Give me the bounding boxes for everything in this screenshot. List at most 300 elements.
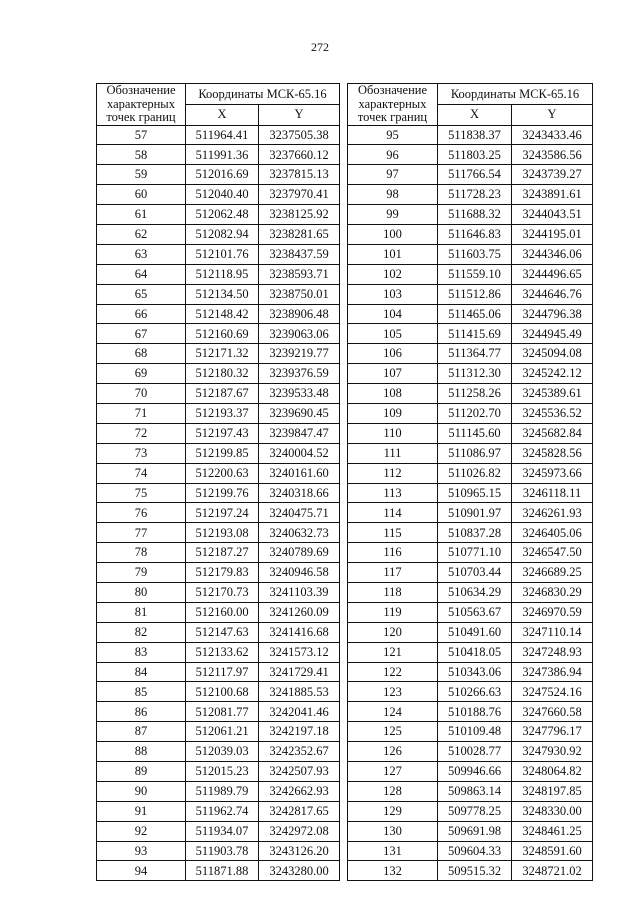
point-number-cell: 72 [97, 423, 186, 443]
point-number-cell: 99 [348, 205, 438, 225]
x-coordinate-cell: 512170.73 [186, 582, 259, 602]
x-coordinate-cell: 510343.06 [438, 662, 512, 682]
y-coordinate-cell: 3246547.50 [512, 543, 593, 563]
x-coordinate-cell: 512082.94 [186, 224, 259, 244]
y-coordinate-cell: 3240789.69 [259, 543, 340, 563]
table-row [348, 145, 593, 165]
x-coordinate-cell: 510901.97 [438, 503, 512, 523]
point-number-cell: 122 [348, 662, 438, 682]
x-coordinate-cell: 510634.29 [438, 582, 512, 602]
x-coordinate-cell: 512062.48 [186, 205, 259, 225]
x-coordinate-cell: 509604.33 [438, 841, 512, 861]
table-row [348, 642, 593, 662]
point-number-cell: 130 [348, 821, 438, 841]
x-coordinate-cell: 512081.77 [186, 702, 259, 722]
y-coordinate-cell: 3242041.46 [259, 702, 340, 722]
y-coordinate-cell: 3243126.20 [259, 841, 340, 861]
table-row [348, 125, 593, 145]
point-number-cell: 83 [97, 642, 186, 662]
point-number-cell: 80 [97, 582, 186, 602]
table-row [97, 244, 340, 264]
x-coordinate-cell: 509946.66 [438, 762, 512, 782]
point-number-cell: 102 [348, 264, 438, 284]
table-row [97, 125, 340, 145]
y-coordinate-cell: 3245094.08 [512, 344, 593, 364]
header-point-line3: точек границ [106, 110, 176, 124]
x-coordinate-cell: 511991.36 [186, 145, 259, 165]
x-coordinate-cell: 509515.32 [438, 861, 512, 881]
point-number-cell: 67 [97, 324, 186, 344]
y-coordinate-cell: 3243280.00 [259, 861, 340, 881]
point-number-cell: 78 [97, 543, 186, 563]
table-row [97, 403, 340, 423]
y-coordinate-cell: 3248064.82 [512, 762, 593, 782]
y-coordinate-cell: 3246689.25 [512, 563, 593, 583]
x-coordinate-cell: 511145.60 [438, 423, 512, 443]
header-point-line2: характерных [358, 96, 427, 111]
table-row [97, 622, 340, 642]
point-number-cell: 104 [348, 304, 438, 324]
point-number-cell: 82 [97, 622, 186, 642]
point-number-cell: 97 [348, 165, 438, 185]
point-number-cell: 107 [348, 364, 438, 384]
point-number-cell: 70 [97, 384, 186, 404]
x-coordinate-cell: 510266.63 [438, 682, 512, 702]
point-number-cell: 93 [97, 841, 186, 861]
y-coordinate-cell: 3241416.68 [259, 622, 340, 642]
table-row [97, 344, 340, 364]
table-row [97, 205, 340, 225]
table-row [348, 821, 593, 841]
y-coordinate-cell: 3246118.11 [512, 483, 593, 503]
point-number-cell: 63 [97, 244, 186, 264]
y-coordinate-cell: 3247930.92 [512, 742, 593, 762]
point-number-cell: 116 [348, 543, 438, 563]
point-number-cell: 127 [348, 762, 438, 782]
point-number-cell: 115 [348, 523, 438, 543]
x-coordinate-cell: 512200.63 [186, 463, 259, 483]
x-coordinate-cell: 510028.77 [438, 742, 512, 762]
point-number-cell: 77 [97, 523, 186, 543]
table-row [348, 503, 593, 523]
point-number-cell: 85 [97, 682, 186, 702]
table-row [97, 841, 340, 861]
y-coordinate-cell: 3241260.09 [259, 602, 340, 622]
x-coordinate-cell: 510771.10 [438, 543, 512, 563]
x-coordinate-cell: 512134.50 [186, 284, 259, 304]
x-coordinate-cell: 511258.26 [438, 384, 512, 404]
table-row [97, 443, 340, 463]
y-coordinate-cell: 3245389.61 [512, 384, 593, 404]
table-row [348, 264, 593, 284]
header-y: Y [259, 104, 340, 125]
table-row [348, 543, 593, 563]
table-body-right [348, 125, 593, 881]
point-number-cell: 64 [97, 264, 186, 284]
table-row [97, 801, 340, 821]
point-number-cell: 75 [97, 483, 186, 503]
y-coordinate-cell: 3248330.00 [512, 801, 593, 821]
point-number-cell: 119 [348, 602, 438, 622]
point-number-cell: 90 [97, 781, 186, 801]
table-row [348, 165, 593, 185]
point-number-cell: 66 [97, 304, 186, 324]
x-coordinate-cell: 511728.23 [438, 185, 512, 205]
point-number-cell: 62 [97, 224, 186, 244]
point-number-cell: 88 [97, 742, 186, 762]
point-number-cell: 60 [97, 185, 186, 205]
y-coordinate-cell: 3238125.92 [259, 205, 340, 225]
table-row [97, 662, 340, 682]
table-row [97, 264, 340, 284]
table-row [97, 165, 340, 185]
x-coordinate-cell: 512199.76 [186, 483, 259, 503]
y-coordinate-cell: 3238593.71 [259, 264, 340, 284]
header-point-line1: Обозначение [357, 83, 428, 97]
header-coordinate-system: Координаты МСК-65.16 [438, 84, 593, 105]
table-row [97, 523, 340, 543]
table-row [348, 205, 593, 225]
header-point-line1: Обозначение [106, 83, 176, 97]
x-coordinate-cell: 512061.21 [186, 722, 259, 742]
x-coordinate-cell: 511312.30 [438, 364, 512, 384]
point-number-cell: 98 [348, 185, 438, 205]
y-coordinate-cell: 3241729.41 [259, 662, 340, 682]
x-coordinate-cell: 512148.42 [186, 304, 259, 324]
x-coordinate-cell: 511838.37 [438, 125, 512, 145]
x-coordinate-cell: 511934.07 [186, 821, 259, 841]
point-number-cell: 129 [348, 801, 438, 821]
y-coordinate-cell: 3244796.38 [512, 304, 593, 324]
x-coordinate-cell: 512160.00 [186, 602, 259, 622]
point-number-cell: 94 [97, 861, 186, 881]
table-row [97, 543, 340, 563]
point-number-cell: 124 [348, 702, 438, 722]
coordinates-table-left [96, 83, 340, 881]
x-coordinate-cell: 509691.98 [438, 821, 512, 841]
x-coordinate-cell: 511646.83 [438, 224, 512, 244]
table-row [97, 582, 340, 602]
y-coordinate-cell: 3245242.12 [512, 364, 593, 384]
y-coordinate-cell: 3247796.17 [512, 722, 593, 742]
table-row [348, 443, 593, 463]
point-number-cell: 121 [348, 642, 438, 662]
y-coordinate-cell: 3244043.51 [512, 205, 593, 225]
y-coordinate-cell: 3247524.16 [512, 682, 593, 702]
x-coordinate-cell: 511766.54 [438, 165, 512, 185]
table-row [97, 384, 340, 404]
y-coordinate-cell: 3239376.59 [259, 364, 340, 384]
point-number-cell: 111 [348, 443, 438, 463]
table-row [348, 662, 593, 682]
y-coordinate-cell: 3241103.39 [259, 582, 340, 602]
x-coordinate-cell: 510965.15 [438, 483, 512, 503]
y-coordinate-cell: 3245973.66 [512, 463, 593, 483]
table-row [348, 861, 593, 881]
table-row [348, 622, 593, 642]
x-coordinate-cell: 510109.48 [438, 722, 512, 742]
point-number-cell: 71 [97, 403, 186, 423]
y-coordinate-cell: 3248591.60 [512, 841, 593, 861]
x-coordinate-cell: 511559.10 [438, 264, 512, 284]
table-row [97, 463, 340, 483]
y-coordinate-cell: 3242352.67 [259, 742, 340, 762]
point-number-cell: 125 [348, 722, 438, 742]
point-number-cell: 100 [348, 224, 438, 244]
x-coordinate-cell: 512016.69 [186, 165, 259, 185]
x-coordinate-cell: 512197.24 [186, 503, 259, 523]
table-row [348, 403, 593, 423]
table-row [97, 682, 340, 702]
x-coordinate-cell: 511364.77 [438, 344, 512, 364]
point-number-cell: 87 [97, 722, 186, 742]
point-number-cell: 68 [97, 344, 186, 364]
point-number-cell: 69 [97, 364, 186, 384]
x-coordinate-cell: 512133.62 [186, 642, 259, 662]
x-coordinate-cell: 511512.86 [438, 284, 512, 304]
table-row [97, 324, 340, 344]
x-coordinate-cell: 512101.76 [186, 244, 259, 264]
x-coordinate-cell: 511202.70 [438, 403, 512, 423]
table-row [348, 463, 593, 483]
table-row [348, 682, 593, 702]
x-coordinate-cell: 512040.40 [186, 185, 259, 205]
header-point-line2: характерных [107, 96, 175, 111]
x-coordinate-cell: 512187.67 [186, 384, 259, 404]
header-x: X [186, 104, 259, 125]
point-number-cell: 61 [97, 205, 186, 225]
x-coordinate-cell: 510563.67 [438, 602, 512, 622]
table-row [97, 224, 340, 244]
table-row [348, 762, 593, 782]
point-number-cell: 108 [348, 384, 438, 404]
x-coordinate-cell: 512180.32 [186, 364, 259, 384]
table-row [348, 781, 593, 801]
y-coordinate-cell: 3246405.06 [512, 523, 593, 543]
y-coordinate-cell: 3237505.38 [259, 125, 340, 145]
table-row [348, 841, 593, 861]
table-row [348, 344, 593, 364]
table-row [97, 145, 340, 165]
point-number-cell: 112 [348, 463, 438, 483]
x-coordinate-cell: 512179.83 [186, 563, 259, 583]
page-number: 272 [311, 40, 329, 54]
y-coordinate-cell: 3238906.48 [259, 304, 340, 324]
x-coordinate-cell: 512171.32 [186, 344, 259, 364]
table-row [97, 762, 340, 782]
y-coordinate-cell: 3240632.73 [259, 523, 340, 543]
y-coordinate-cell: 3239690.45 [259, 403, 340, 423]
y-coordinate-cell: 3238750.01 [259, 284, 340, 304]
y-coordinate-cell: 3243433.46 [512, 125, 593, 145]
x-coordinate-cell: 511871.88 [186, 861, 259, 881]
point-number-cell: 86 [97, 702, 186, 722]
table-row [348, 423, 593, 443]
header-coordinate-system: Координаты МСК-65.16 [186, 84, 340, 105]
y-coordinate-cell: 3242662.93 [259, 781, 340, 801]
x-coordinate-cell: 512199.85 [186, 443, 259, 463]
x-coordinate-cell: 512193.08 [186, 523, 259, 543]
point-number-cell: 76 [97, 503, 186, 523]
x-coordinate-cell: 510837.28 [438, 523, 512, 543]
table-row [97, 722, 340, 742]
y-coordinate-cell: 3239063.06 [259, 324, 340, 344]
y-coordinate-cell: 3247386.94 [512, 662, 593, 682]
x-coordinate-cell: 511803.25 [438, 145, 512, 165]
point-number-cell: 117 [348, 563, 438, 583]
header-point-designation [97, 84, 186, 126]
table-row [348, 244, 593, 264]
x-coordinate-cell: 511688.32 [438, 205, 512, 225]
y-coordinate-cell: 3242817.65 [259, 801, 340, 821]
y-coordinate-cell: 3240946.58 [259, 563, 340, 583]
y-coordinate-cell: 3248721.02 [512, 861, 593, 881]
x-coordinate-cell: 512147.63 [186, 622, 259, 642]
x-coordinate-cell: 510188.76 [438, 702, 512, 722]
y-coordinate-cell: 3244346.06 [512, 244, 593, 264]
point-number-cell: 79 [97, 563, 186, 583]
y-coordinate-cell: 3239847.47 [259, 423, 340, 443]
point-number-cell: 84 [97, 662, 186, 682]
y-coordinate-cell: 3242197.18 [259, 722, 340, 742]
table-row [348, 742, 593, 762]
point-number-cell: 109 [348, 403, 438, 423]
y-coordinate-cell: 3247660.58 [512, 702, 593, 722]
table-row [97, 304, 340, 324]
header-x: X [438, 104, 512, 125]
table-row [97, 563, 340, 583]
point-number-cell: 126 [348, 742, 438, 762]
point-number-cell: 57 [97, 125, 186, 145]
y-coordinate-cell: 3247110.14 [512, 622, 593, 642]
table-row [97, 742, 340, 762]
point-number-cell: 118 [348, 582, 438, 602]
y-coordinate-cell: 3243891.61 [512, 185, 593, 205]
x-coordinate-cell: 510703.44 [438, 563, 512, 583]
header-y: Y [512, 104, 593, 125]
x-coordinate-cell: 509863.14 [438, 781, 512, 801]
y-coordinate-cell: 3240161.60 [259, 463, 340, 483]
x-coordinate-cell: 512187.27 [186, 543, 259, 563]
table-row [348, 364, 593, 384]
x-coordinate-cell: 511962.74 [186, 801, 259, 821]
x-coordinate-cell: 511964.41 [186, 125, 259, 145]
point-number-cell: 89 [97, 762, 186, 782]
header-point-line3: точек границ [357, 110, 428, 124]
point-number-cell: 101 [348, 244, 438, 264]
y-coordinate-cell: 3244646.76 [512, 284, 593, 304]
table-row [348, 582, 593, 602]
x-coordinate-cell: 510491.60 [438, 622, 512, 642]
point-number-cell: 95 [348, 125, 438, 145]
table-row [348, 384, 593, 404]
y-coordinate-cell: 3237815.13 [259, 165, 340, 185]
y-coordinate-cell: 3248461.25 [512, 821, 593, 841]
y-coordinate-cell: 3247248.93 [512, 642, 593, 662]
table-row [97, 185, 340, 205]
table-row [348, 702, 593, 722]
table-row [348, 801, 593, 821]
table-row [348, 185, 593, 205]
y-coordinate-cell: 3237970.41 [259, 185, 340, 205]
table-body-left [97, 125, 340, 881]
y-coordinate-cell: 3238437.59 [259, 244, 340, 264]
x-coordinate-cell: 512039.03 [186, 742, 259, 762]
x-coordinate-cell: 512193.37 [186, 403, 259, 423]
table-row [97, 861, 340, 881]
table-row [97, 702, 340, 722]
y-coordinate-cell: 3240318.66 [259, 483, 340, 503]
y-coordinate-cell: 3245828.56 [512, 443, 593, 463]
table-row [348, 722, 593, 742]
y-coordinate-cell: 3240475.71 [259, 503, 340, 523]
point-number-cell: 58 [97, 145, 186, 165]
x-coordinate-cell: 510418.05 [438, 642, 512, 662]
y-coordinate-cell: 3245536.52 [512, 403, 593, 423]
point-number-cell: 114 [348, 503, 438, 523]
table-row [348, 324, 593, 344]
x-coordinate-cell: 512160.69 [186, 324, 259, 344]
y-coordinate-cell: 3244195.01 [512, 224, 593, 244]
x-coordinate-cell: 511086.97 [438, 443, 512, 463]
x-coordinate-cell: 511415.69 [438, 324, 512, 344]
y-coordinate-cell: 3238281.65 [259, 224, 340, 244]
x-coordinate-cell: 511903.78 [186, 841, 259, 861]
point-number-cell: 103 [348, 284, 438, 304]
point-number-cell: 132 [348, 861, 438, 881]
table-row [348, 523, 593, 543]
y-coordinate-cell: 3240004.52 [259, 443, 340, 463]
y-coordinate-cell: 3242972.08 [259, 821, 340, 841]
point-number-cell: 120 [348, 622, 438, 642]
point-number-cell: 65 [97, 284, 186, 304]
x-coordinate-cell: 511603.75 [438, 244, 512, 264]
x-coordinate-cell: 511465.06 [438, 304, 512, 324]
table-row [97, 483, 340, 503]
table-row [348, 563, 593, 583]
y-coordinate-cell: 3246830.29 [512, 582, 593, 602]
table-row [348, 224, 593, 244]
y-coordinate-cell: 3242507.93 [259, 762, 340, 782]
y-coordinate-cell: 3245682.84 [512, 423, 593, 443]
table-row [97, 602, 340, 622]
table-row [97, 821, 340, 841]
table-row [348, 602, 593, 622]
table-row [97, 781, 340, 801]
x-coordinate-cell: 511026.82 [438, 463, 512, 483]
y-coordinate-cell: 3239219.77 [259, 344, 340, 364]
point-number-cell: 74 [97, 463, 186, 483]
table-row [348, 304, 593, 324]
point-number-cell: 123 [348, 682, 438, 702]
table-row [348, 284, 593, 304]
point-number-cell: 92 [97, 821, 186, 841]
table-row [348, 483, 593, 503]
point-number-cell: 106 [348, 344, 438, 364]
point-number-cell: 131 [348, 841, 438, 861]
table-row [97, 503, 340, 523]
y-coordinate-cell: 3241885.53 [259, 682, 340, 702]
y-coordinate-cell: 3248197.85 [512, 781, 593, 801]
y-coordinate-cell: 3243739.27 [512, 165, 593, 185]
x-coordinate-cell: 512117.97 [186, 662, 259, 682]
point-number-cell: 73 [97, 443, 186, 463]
y-coordinate-cell: 3244496.65 [512, 264, 593, 284]
y-coordinate-cell: 3239533.48 [259, 384, 340, 404]
table-row [97, 642, 340, 662]
table-row [97, 364, 340, 384]
point-number-cell: 96 [348, 145, 438, 165]
